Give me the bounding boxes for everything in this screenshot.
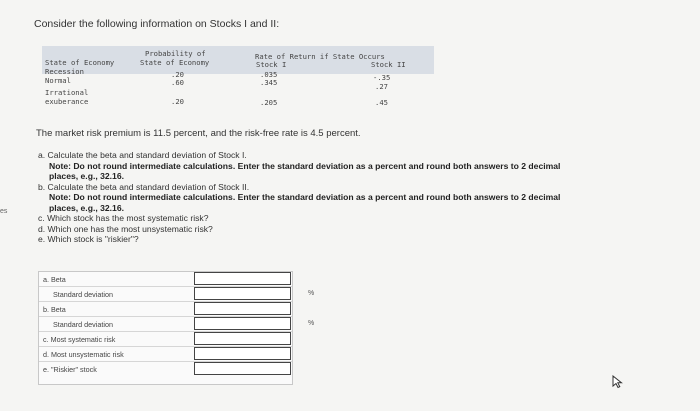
row-stock2: .27	[375, 82, 388, 91]
pointer-cursor-icon	[612, 375, 624, 389]
answer-row-a-beta	[39, 272, 292, 287]
question-b-text: b. Calculate the beta and standard deviation of Stock II.	[38, 181, 250, 192]
answer-label: c. Most systematic risk	[43, 335, 116, 344]
question-e: e. Which stock is "riskier"?	[38, 234, 139, 244]
row-state: Normal	[45, 76, 71, 85]
intro-text: Consider the following information on Stocks I and II:	[34, 18, 280, 30]
answer-label: Standard deviation	[53, 320, 113, 329]
answer-label: Standard deviation	[53, 290, 113, 299]
row-state-line1: Irrational	[45, 88, 89, 97]
percent-unit: %	[308, 320, 315, 327]
row-stock2: .45	[375, 98, 388, 107]
header-stock-2: Stock II	[371, 60, 406, 69]
answer-table	[38, 271, 315, 385]
unsystematic-risk-input[interactable]	[194, 347, 291, 360]
question-c: c. Which stock has the most systematic risk?	[38, 213, 209, 223]
header-prob-1: Probability of	[145, 49, 206, 58]
riskier-stock-input[interactable]	[194, 362, 291, 375]
question-a	[38, 150, 678, 182]
question-a-text: a. Calculate the beta and standard deviation of Stock I.	[38, 150, 247, 160]
questions-list	[38, 150, 678, 245]
percent-unit: %	[308, 290, 315, 297]
question-a-note-2: places, e.g., 32.16.	[49, 171, 125, 181]
sd-stock1-input[interactable]	[194, 287, 291, 300]
answer-row-d	[39, 347, 292, 362]
beta-stock2-input[interactable]	[194, 302, 291, 315]
question-b-note-2: places, e.g., 32.16.	[49, 202, 125, 213]
row-state: Recession	[45, 67, 84, 76]
row-stock2: -.35	[373, 73, 391, 82]
header-prob-2: State of Economy	[140, 58, 210, 67]
answer-label: e. "Riskier" stock	[43, 365, 97, 374]
header-state: State of Economy	[45, 58, 115, 67]
row-stock1: .345	[260, 78, 278, 87]
row-prob: .20	[171, 70, 184, 79]
answer-row-b-sd	[39, 317, 315, 332]
stock-table	[42, 46, 434, 112]
answer-label: a. Beta	[43, 275, 66, 284]
answer-label: d. Most unsystematic risk	[43, 350, 124, 359]
sd-stock2-input[interactable]	[194, 317, 291, 330]
row-stock1: .205	[260, 98, 278, 107]
systematic-risk-input[interactable]	[194, 332, 291, 345]
answer-row-a-sd	[39, 287, 315, 302]
beta-stock1-input[interactable]	[194, 272, 291, 285]
row-prob: .20	[171, 97, 184, 106]
row-prob: .60	[171, 78, 184, 87]
side-tab-label: es	[0, 208, 8, 215]
market-premium-text: The market risk premium is 11.5 percent, and the risk-free rate is 4.5 percent.	[36, 128, 361, 139]
row-stock1: .035	[260, 70, 278, 79]
header-return: Rate of Return if State Occurs	[255, 52, 385, 61]
question-b-note-1: Note: Do not round intermediate calculations. Enter the standard deviation as a percent and round both answers to 2 decimal	[49, 192, 561, 202]
answer-label: b. Beta	[43, 305, 66, 314]
answer-row-e	[39, 362, 292, 376]
header-stock-1: Stock I	[256, 60, 287, 69]
row-state-line2: exuberance	[45, 97, 89, 106]
answer-row-b-beta	[39, 302, 292, 317]
question-b	[38, 182, 678, 214]
question-a-note-1: Note: Do not round intermediate calculations. Enter the standard deviation as a percent and round both answers to 2 decimal	[49, 160, 561, 171]
answer-row-c	[39, 332, 292, 347]
question-d: d. Which one has the most unsystematic risk?	[38, 223, 213, 234]
